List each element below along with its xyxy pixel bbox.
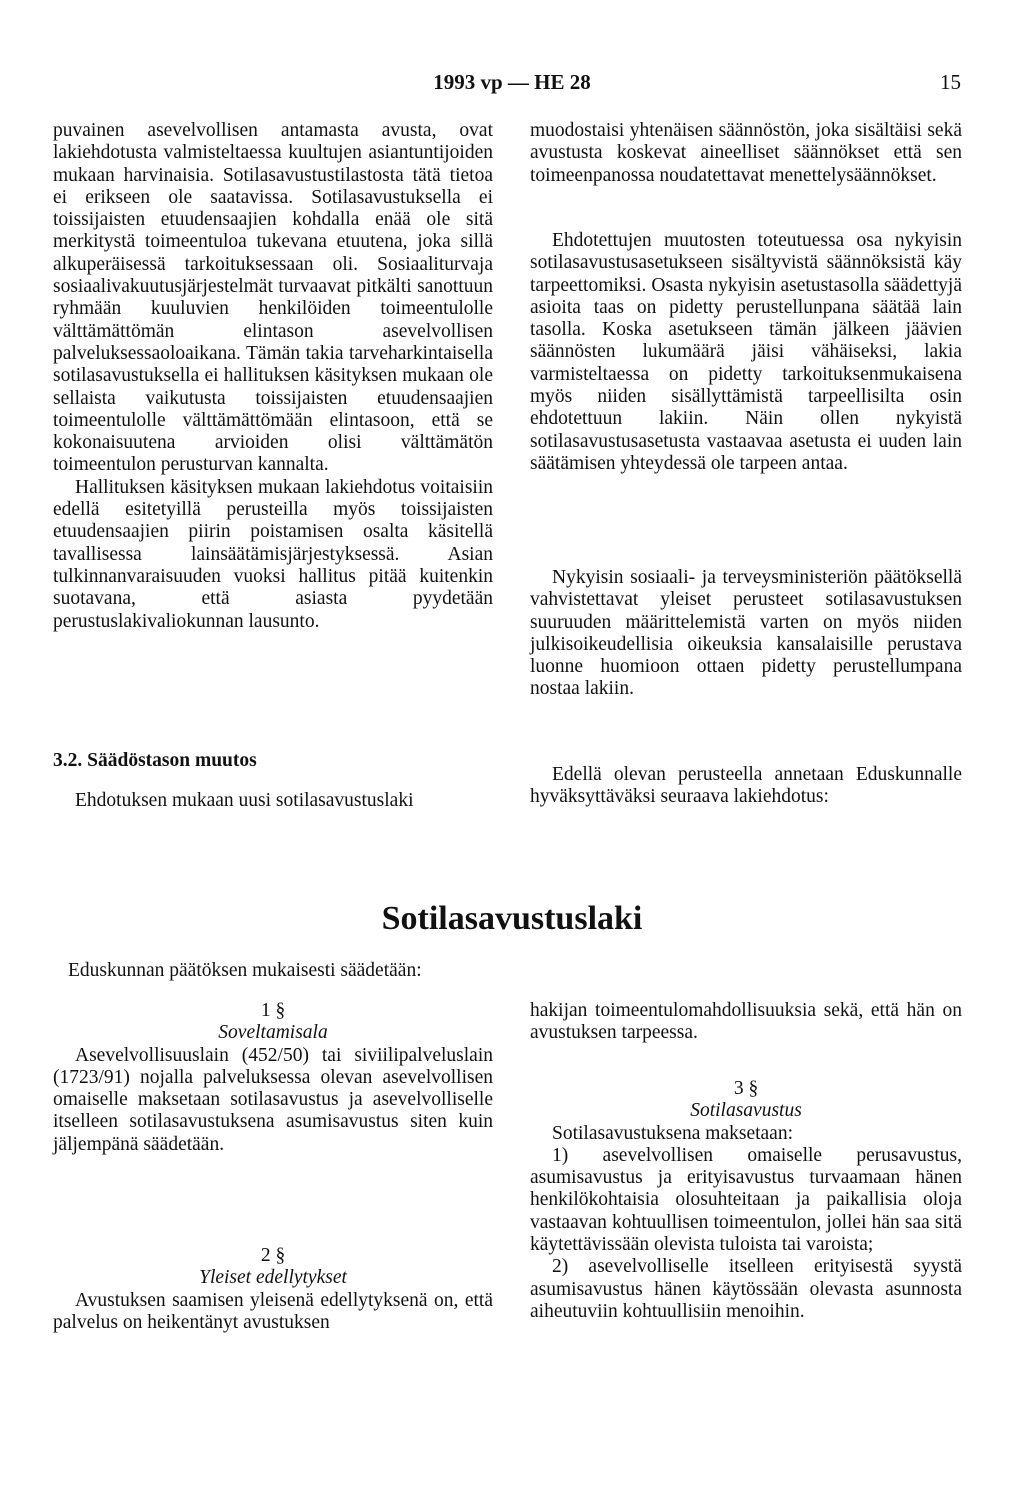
section-2 [53, 1245, 493, 1334]
paragraph: Asevelvollisuuslain (452/50) tai siviilipalveluslain (1723/91) nojalla palveluksessa olevan asevelvollisen omaiselle maksetaan sotilasavustus ja asevelvolliselle itselleen sotilasavustuksena asumisavustus siten kuin jäljempänä säädetään. [53, 1044, 493, 1155]
list-item: 2) asevelvolliselle itselleen erityisestä syystä asumisavustus hänen käytössään olevasta asunnosta aiheutuviin kohtuullisiin menoihin. [530, 1256, 962, 1322]
paragraph: hakijan toimeentulomahdollisuuksia sekä, että hän on avustuksen tarpeessa. [530, 1000, 962, 1044]
paragraph: Ehdotuksen mukaan uusi sotilasavustuslaki [75, 790, 414, 811]
section-number: 1 § [260, 1000, 286, 1021]
section-title: Yleiset edellytykset [199, 1267, 347, 1289]
right-column-paragraph-2 [530, 230, 962, 475]
left-column-top [53, 120, 493, 633]
section-title: Sotilasavustus [690, 1100, 802, 1122]
paragraph: muodostaisi yhtenäisen säännöstön, joka sisältäisi sekä avustusta koskevat aineelliset säännökset että sen toimeenpanossa noudatettavat menettelysäännökset. [530, 120, 962, 186]
section-heading: 3.2. Säädöstason muutos [53, 750, 257, 771]
enactment-clause: Eduskunnan päätöksen mukaisesti säädetään: [68, 960, 422, 981]
section-number: 3 § [733, 1078, 759, 1099]
right-column-paragraph-4 [530, 764, 962, 809]
page-header [0, 70, 1024, 100]
paragraph: Edellä olevan perusteella annetaan Eduskunnalle hyväksyttäväksi seuraava lakiehdotus: [530, 764, 962, 808]
section-title: Soveltamisala [218, 1022, 328, 1044]
section-number: 2 § [260, 1245, 286, 1266]
section-3 [530, 1078, 962, 1323]
paragraph: Ehdotettujen muutosten toteutuessa osa nykyisin sotilasavustusasetukseen sisältyvistä säännöksistä käy tarpeettomiksi. Osasta nykyisin asetustasolla säädettyjä asioita taas on pidetty perustellunpana säätää lain tasolla. Koska asetukseen tämän jälkeen jäävien säännösten lukumäärä jäisi vähäiseksi, lakia varmisteltaessa on pidetty tarkoituksenmukaisena myös niiden sisällyttämistä tarpeellisilta osin ehdotettuun lakiin. Näin ollen nykyistä sotilasavustusasetusta vastaavaa asetusta ei uuden lain säätämisen yhteydessä ole tarpeen antaa. [530, 230, 962, 474]
page-number: 15 [940, 70, 961, 94]
paragraph: Hallituksen käsityksen mukaan lakiehdotus voitaisiin edellä esitetyillä perusteilla myös toissijaisten etuudensaajien piirin poistamisen osalta käsitellä tavallisessa lainsäätämisjärjestyksessä. Asian tulkinnanvaraisuuden vuoksi hallitus pitää kuitenkin suotavana, että asiasta pyydetään perustuslakivaliokunnan lausunto. [53, 476, 493, 632]
document-reference: 1993 vp — HE 28 [433, 70, 591, 94]
list-item: 1) asevelvollisen omaiselle perusavustus, asumisavustus ja erityisavustus turvaamaan hänen henkilökohtaisia olosuhteitaan ja paikallisia oloja vastaavan kohtuullisen toimeentulon, jollei hän saa sitä käytettävissään olevista tuloista tai varoista; [530, 1144, 962, 1256]
section-paragraph-block [53, 790, 493, 812]
paragraph: Sotilasavustuksena maksetaan: [552, 1122, 793, 1144]
paragraph: Avustuksen saamisen yleisenä edellytyksenä on, että palvelus on heikentänyt avustuksen [53, 1289, 493, 1333]
right-column-top [530, 120, 962, 187]
section-1 [53, 1000, 493, 1156]
paragraph: puvainen asevelvollisen antamasta avusta, ovat lakiehdotusta valmisteltaessa kuultujen asiantuntijoiden mukaan harvinaisia. Sotilasavustustilastosta tätä tietoa ei erikseen ole saatavissa. Sotilasavustuksella ei toissijaisten etuudensaajien kohdalla enää ole sitä merkitystä toimeentuloa tukevana etuutena, joka sillä alkuperäisessä tarkoituksessaan oli. Sosiaaliturvaja sosiaalivakuutusjärjestelmät turvaavat pitkälti sanottuun ryhmään kuuluvien henkilöiden toimeentulolle välttämättömän elintason asevelvollisen palveluksessaoloaikana. Tämän takia tarveharkintaisella sotilasavustuksella ei hallituksen käsityksen mukaan ole sellaista vaikutusta toissijaisten etuudensaajien toimeentulolle välttämättömään elintasoon, että se kokonaisuutena arvioiden olisi välttämätön toimeentulon perusturvan kannalta. [53, 120, 493, 476]
right-column-paragraph-3 [530, 567, 962, 701]
section-2-continued [530, 1000, 962, 1045]
paragraph: Nykyisin sosiaali- ja terveysministeriön päätöksellä vahvistettavat yleiset perusteet sotilasavustuksen suuruuden määrittelemistä varten on myös niiden julkisoikeudellisia oikeuksia kansalaisille perustava luonne huomioon ottaen pidetty perustellumpana nostaa lakiin. [530, 567, 962, 700]
law-title: Sotilasavustuslaki [381, 900, 643, 937]
